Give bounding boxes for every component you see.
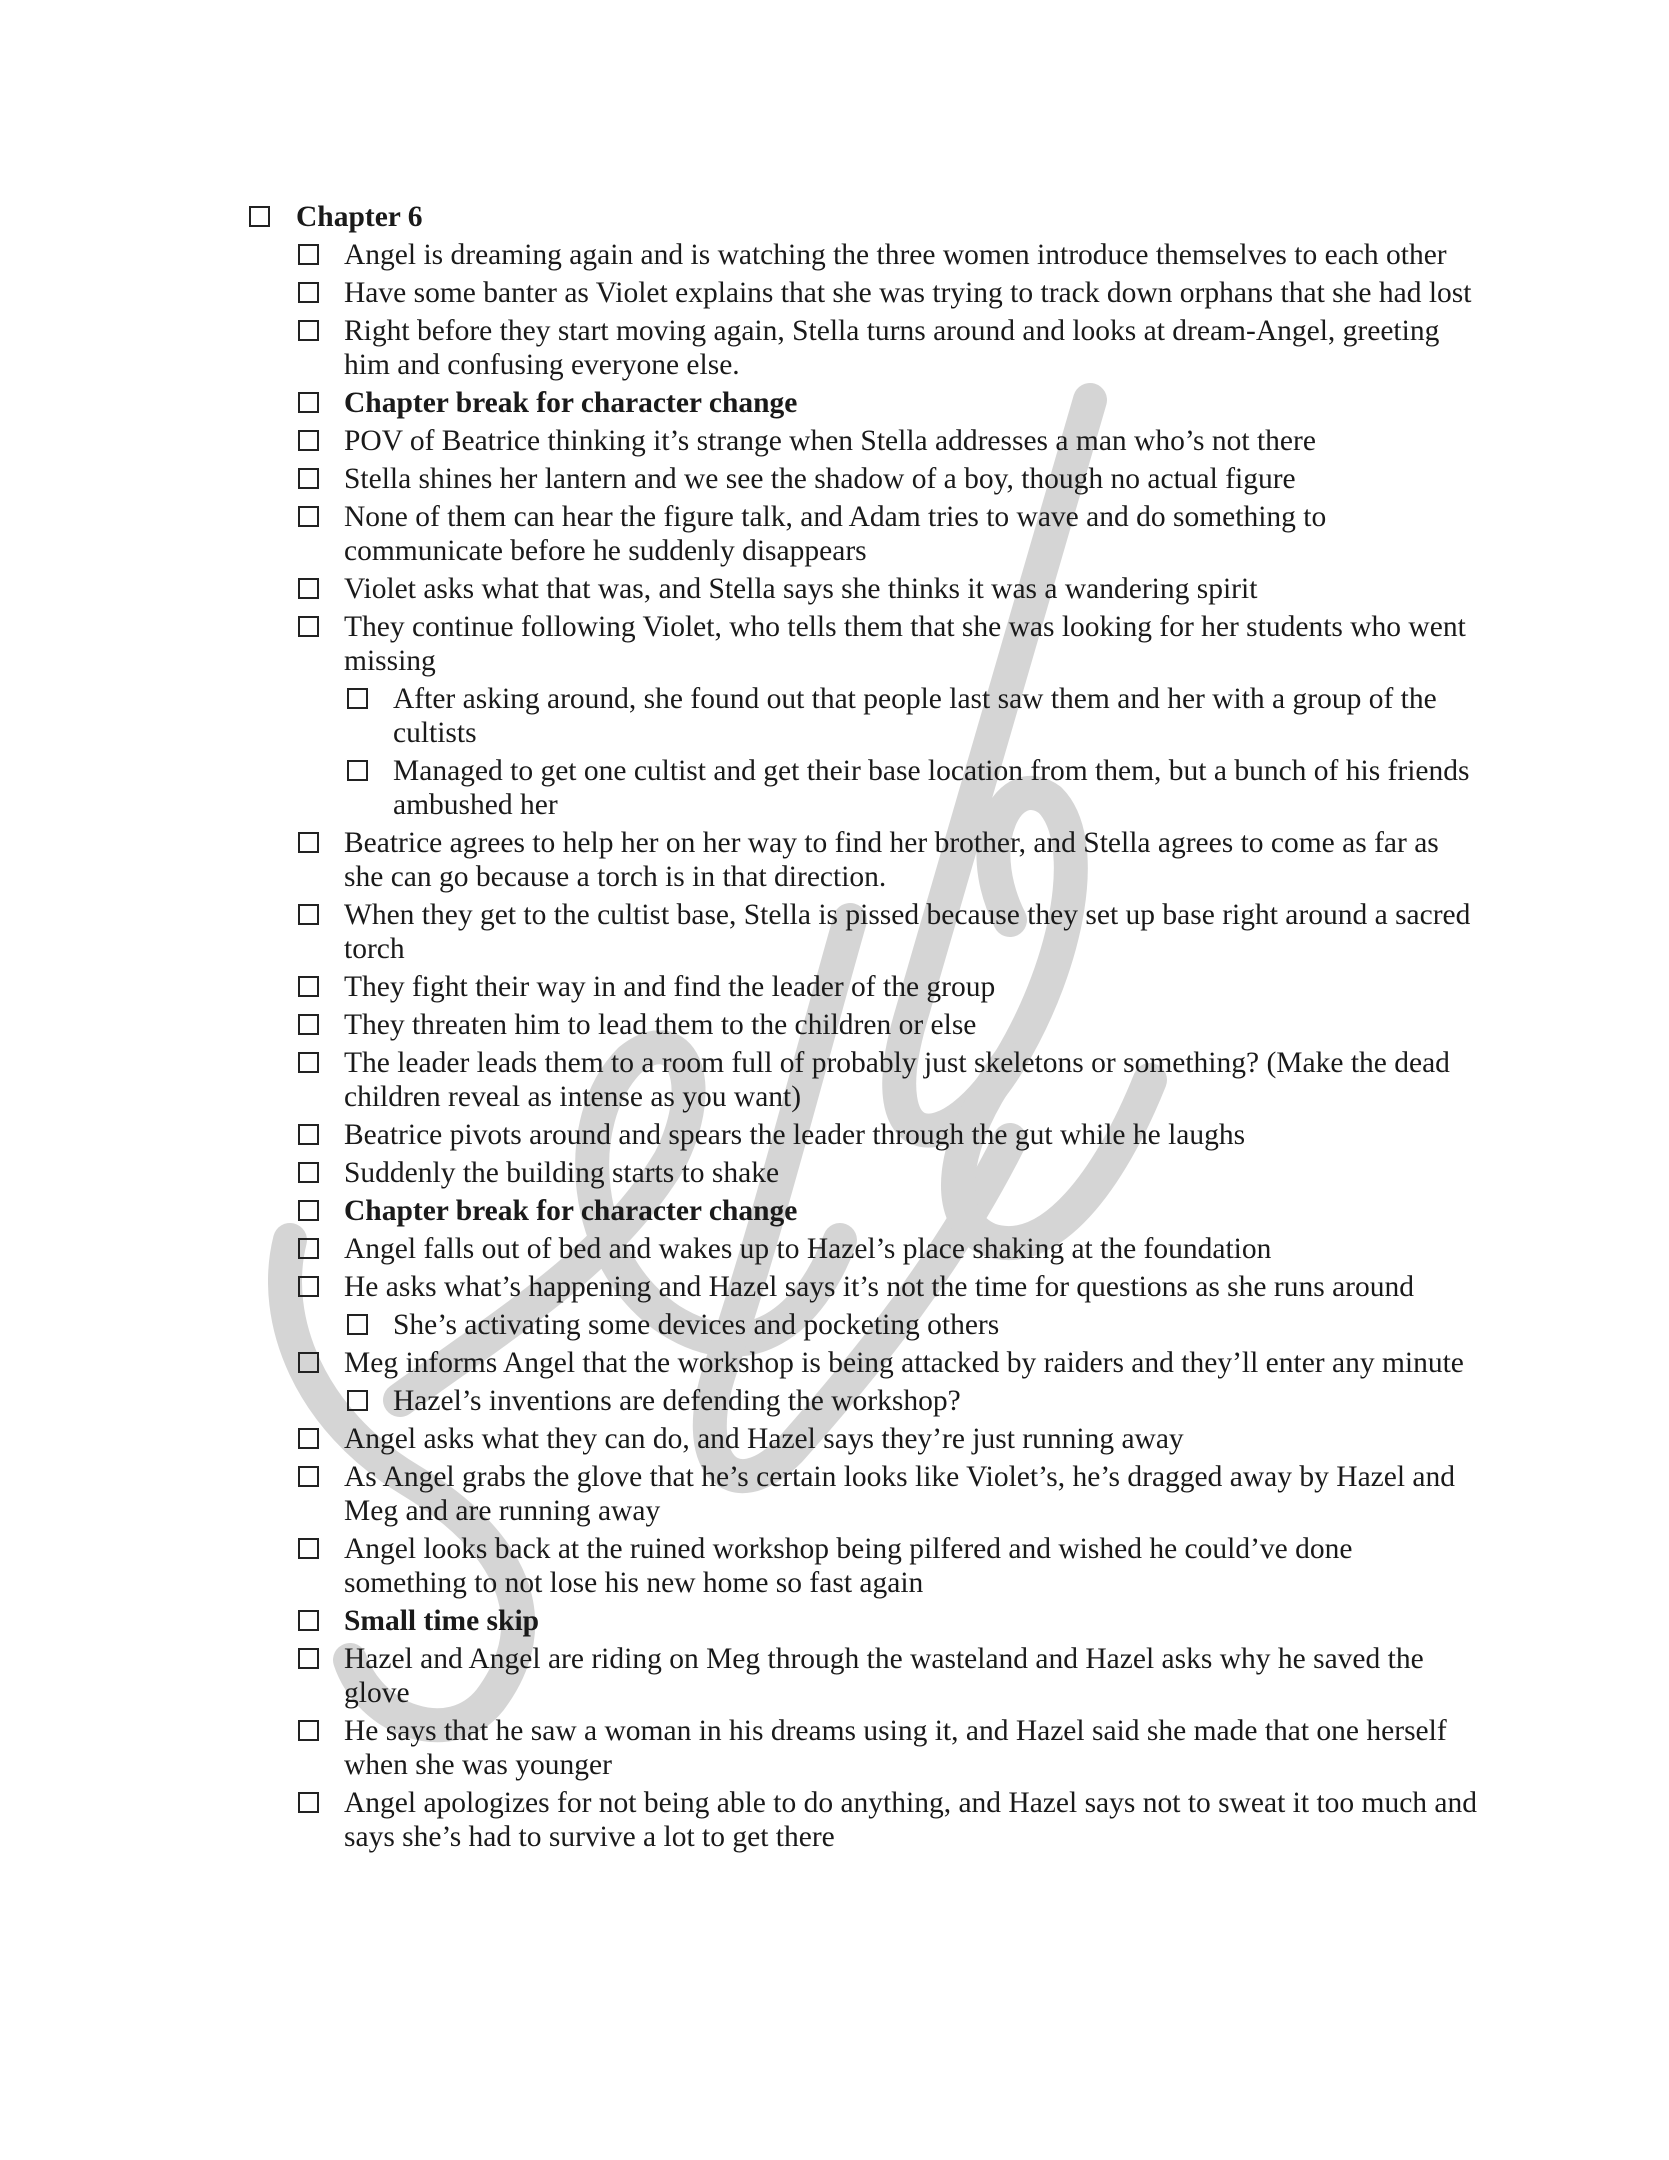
list-item-text: Violet asks what that was, and Stella says she thinks it was a wandering spirit: [344, 573, 1258, 605]
list-item-text: Beatrice pivots around and spears the leader through the gut while he laughs: [344, 1119, 1246, 1151]
checkbox-icon[interactable]: [298, 1014, 319, 1035]
list-item: [248, 424, 1478, 458]
list-item: [248, 754, 1478, 822]
list-item: [248, 462, 1478, 496]
list-item-text: Chapter break for character change: [344, 1195, 798, 1227]
checkbox-icon[interactable]: [298, 1052, 319, 1073]
checkbox-icon[interactable]: [298, 578, 319, 599]
list-item-text: They threaten him to lead them to the children or else: [344, 1009, 977, 1041]
list-item-text: Suddenly the building starts to shake: [344, 1157, 780, 1189]
list-item: [248, 1156, 1478, 1190]
list-item-text: When they get to the cultist base, Stella is pissed because they set up base right around a sacred torch: [344, 899, 1471, 965]
list-item-text: Stella shines her lantern and we see the shadow of a boy, though no actual figure: [344, 463, 1296, 495]
checkbox-icon[interactable]: [298, 1466, 319, 1487]
list-item-text: They fight their way in and find the leader of the group: [344, 971, 996, 1003]
list-item: [248, 1642, 1478, 1710]
checkbox-icon[interactable]: [298, 976, 319, 997]
checkbox-icon[interactable]: [298, 1538, 319, 1559]
list-item: [248, 238, 1478, 272]
checkbox-icon[interactable]: [298, 1428, 319, 1449]
checkbox-icon[interactable]: [298, 1124, 319, 1145]
list-item-text: Beatrice agrees to help her on her way to find her brother, and Stella agrees to come as far as she can go because a torch is in that direction.: [344, 827, 1439, 893]
checkbox-icon[interactable]: [298, 832, 319, 853]
list-item: [248, 1308, 1478, 1342]
checkbox-icon[interactable]: [298, 1162, 319, 1183]
checkbox-icon[interactable]: [298, 616, 319, 637]
list-item-text: Angel falls out of bed and wakes up to Hazel’s place shaking at the foundation: [344, 1233, 1272, 1265]
list-item: [248, 682, 1478, 750]
checkbox-icon[interactable]: [298, 1792, 319, 1813]
list-item: [248, 1008, 1478, 1042]
checkbox-icon[interactable]: [347, 1390, 368, 1411]
list-item-text: She’s activating some devices and pocketing others: [393, 1309, 1000, 1341]
checkbox-icon[interactable]: [298, 1352, 319, 1373]
list-item: [248, 1046, 1478, 1114]
list-item-text: Angel is dreaming again and is watching the three women introduce themselves to each other: [344, 239, 1447, 271]
list-item-text: After asking around, she found out that people last saw them and her with a group of the cultists: [393, 683, 1437, 749]
list-item-text: Managed to get one cultist and get their base location from them, but a bunch of his friends ambushed her: [393, 755, 1470, 821]
checkbox-icon[interactable]: [298, 468, 319, 489]
list-item: [248, 572, 1478, 606]
list-item: [248, 1460, 1478, 1528]
list-item-text: None of them can hear the figure talk, and Adam tries to wave and do something to communicate before he suddenly disappears: [344, 501, 1327, 567]
list-item: [248, 826, 1478, 894]
checkbox-icon[interactable]: [298, 1200, 319, 1221]
list-item-text: Angel asks what they can do, and Hazel says they’re just running away: [344, 1423, 1184, 1455]
list-item: [248, 1532, 1478, 1600]
checkbox-icon[interactable]: [298, 1610, 319, 1631]
list-item-text: They continue following Violet, who tells them that she was looking for her students who went missing: [344, 611, 1466, 677]
checkbox-icon[interactable]: [347, 760, 368, 781]
list-item-text: He asks what’s happening and Hazel says it’s not the time for questions as she runs around: [344, 1271, 1414, 1303]
checkbox-icon[interactable]: [298, 244, 319, 265]
list-item-text: Right before they start moving again, Stella turns around and looks at dream-Angel, greeting him and confusing everyone else.: [344, 315, 1440, 381]
list-item-text: POV of Beatrice thinking it’s strange when Stella addresses a man who’s not there: [344, 425, 1316, 457]
list-item-text: Angel apologizes for not being able to do anything, and Hazel says not to sweat it too much and says she’s had to survive a lot to get there: [344, 1787, 1478, 1853]
list-item: [248, 1346, 1478, 1380]
list-item: [248, 1714, 1478, 1782]
list-item: [248, 1786, 1478, 1854]
checkbox-icon[interactable]: [298, 506, 319, 527]
section-break-item: [248, 386, 1478, 420]
list-item-text: As Angel grabs the glove that he’s certain looks like Violet’s, he’s dragged away by Hazel and Meg and are running away: [344, 1461, 1456, 1527]
checkbox-icon[interactable]: [298, 282, 319, 303]
list-item: [248, 500, 1478, 568]
list-item: [248, 314, 1478, 382]
list-item-text: Small time skip: [344, 1605, 540, 1637]
list-item-text: Hazel’s inventions are defending the workshop?: [393, 1385, 961, 1417]
checkbox-icon[interactable]: [298, 430, 319, 451]
checkbox-icon[interactable]: [298, 904, 319, 925]
list-item-text: Meg informs Angel that the workshop is being attacked by raiders and they’ll enter any minute: [344, 1347, 1464, 1379]
list-item-text: Hazel and Angel are riding on Meg through the wasteland and Hazel asks why he saved the glove: [344, 1643, 1424, 1709]
chapter-outline: [248, 200, 1478, 1858]
list-item: [248, 1232, 1478, 1266]
outline-items: [248, 238, 1478, 1854]
checkbox-icon[interactable]: [298, 320, 319, 341]
list-item-text: The leader leads them to a room full of probably just skeletons or something? (Make the dead children reveal as intense as you want): [344, 1047, 1450, 1113]
checkbox-icon[interactable]: [298, 1648, 319, 1669]
section-break-item: [248, 1194, 1478, 1228]
checkbox-icon[interactable]: [298, 1720, 319, 1741]
checkbox-icon[interactable]: [298, 1238, 319, 1259]
list-item: [248, 970, 1478, 1004]
list-item: [248, 276, 1478, 310]
checkbox-icon[interactable]: [298, 1276, 319, 1297]
chapter-heading: [248, 200, 1478, 234]
list-item: [248, 1270, 1478, 1304]
list-item: [248, 1384, 1478, 1418]
list-item: [248, 1422, 1478, 1456]
list-item-text: Have some banter as Violet explains that she was trying to track down orphans that she had lost: [344, 277, 1472, 309]
list-item: [248, 1118, 1478, 1152]
list-item-text: Chapter break for character change: [344, 387, 798, 419]
checkbox-icon[interactable]: [347, 688, 368, 709]
list-item-text: He says that he saw a woman in his dreams using it, and Hazel said she made that one herself when she was younger: [344, 1715, 1447, 1781]
checkbox-icon[interactable]: [249, 206, 270, 227]
list-item: [248, 898, 1478, 966]
chapter-title: Chapter 6: [296, 201, 423, 233]
list-item-text: Angel looks back at the ruined workshop being pilfered and wished he could’ve done something to not lose his new home so fast again: [344, 1533, 1353, 1599]
checkbox-icon[interactable]: [347, 1314, 368, 1335]
section-break-item: [248, 1604, 1478, 1638]
checkbox-icon[interactable]: [298, 392, 319, 413]
list-item: [248, 610, 1478, 678]
